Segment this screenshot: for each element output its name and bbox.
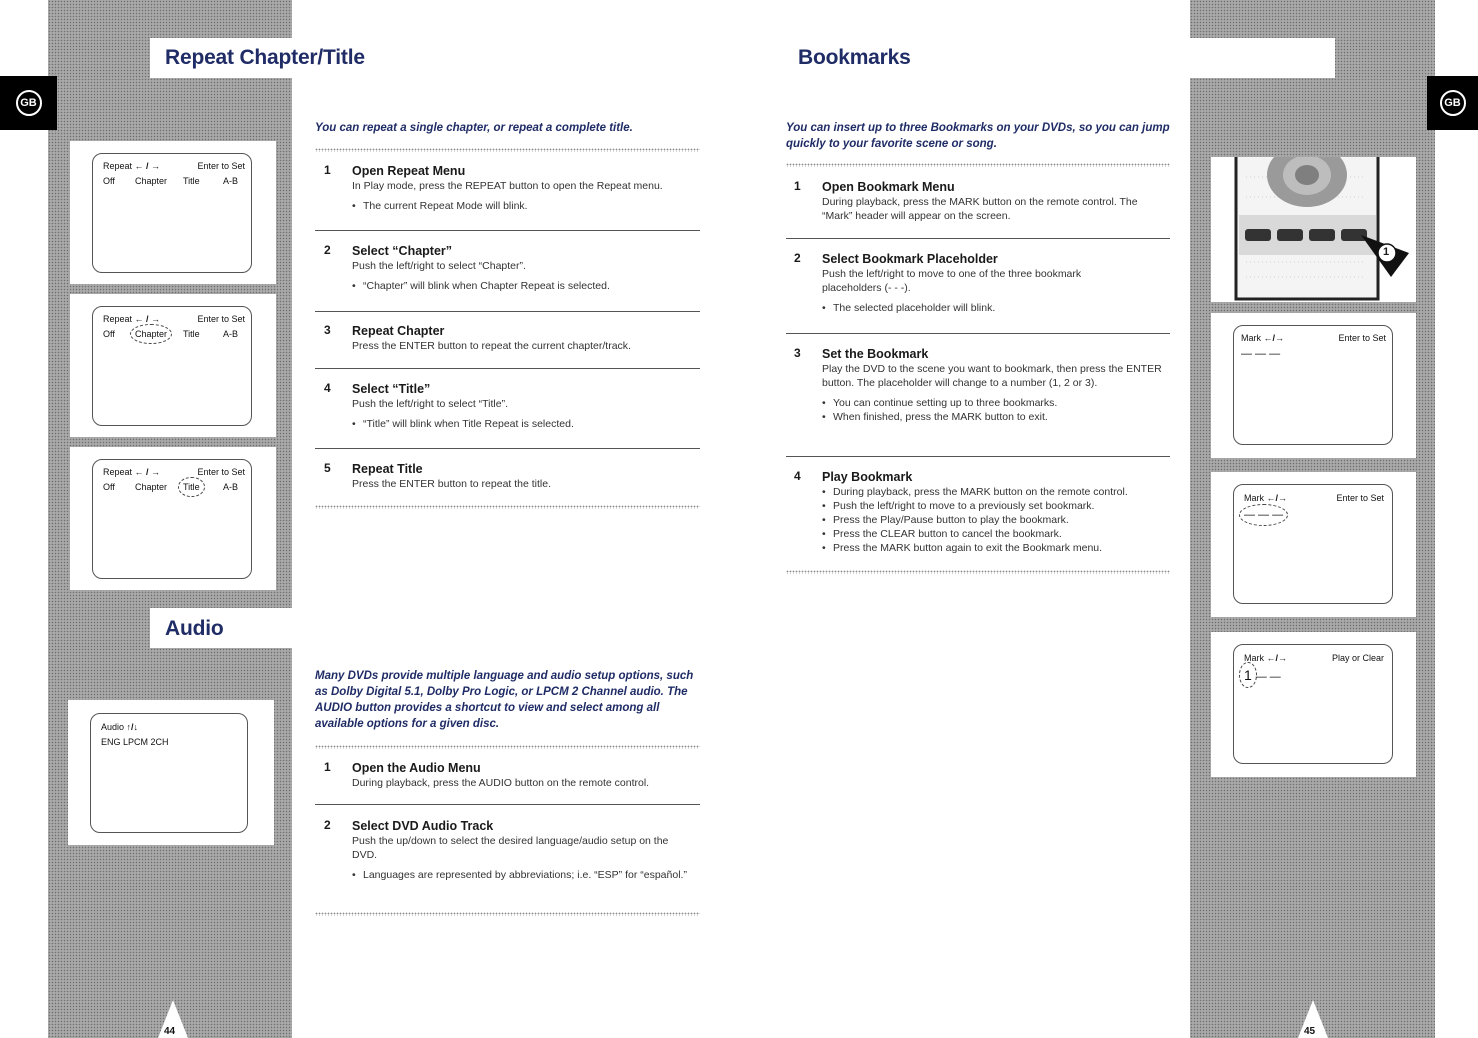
osd-option: Title: [183, 329, 200, 339]
step-repeat-3: 3 Repeat Chapter Press the ENTER button to repeat the current chapter/track.: [324, 323, 631, 352]
osd-panel-mark-3: [1211, 632, 1416, 777]
osd-option: Chapter: [135, 482, 168, 492]
osd-screen: [92, 459, 252, 579]
osd-hint: Enter to Set: [197, 161, 245, 171]
osd-option: A-B: [223, 176, 239, 186]
osd-hint: Enter to Set: [1338, 333, 1386, 343]
osd-hint: Enter to Set: [1336, 493, 1384, 503]
gb-icon: GB: [1440, 90, 1466, 116]
osd-label: Mark: [1244, 493, 1264, 503]
osd-panel-mark-1: [1211, 313, 1416, 458]
osd-hint: Play or Clear: [1331, 653, 1384, 663]
intro-audio: Many DVDs provide multiple language and audio setup options, such as Dolby Digital 5.1, Dolby Pro Logic, or LPCM 2 Channel audio. The AUDIO button provides a shortcut to view and select among all available options for a given disc.: [315, 670, 694, 730]
section-title-audio: Audio: [165, 617, 224, 640]
osd-screen: [92, 306, 252, 426]
osd-hint: Enter to Set: [197, 467, 245, 477]
step-audio-1: 1 Open the Audio Menu During playback, press the AUDIO button on the remote control.: [324, 760, 650, 789]
divider: [786, 333, 1170, 334]
page-title-repeat: Repeat Chapter/Title: [165, 46, 365, 69]
gb-icon: GB: [16, 90, 42, 116]
divider: [315, 311, 700, 312]
bookmark-placeholders: — — —: [1241, 348, 1281, 360]
page-number-left: 44: [164, 1026, 176, 1037]
divider: [315, 804, 700, 805]
dotted-rule: [315, 745, 700, 749]
osd-panel-mark-2: [1211, 472, 1416, 617]
osd-hint: Enter to Set: [197, 314, 245, 324]
dotted-rule: [315, 505, 700, 509]
osd-option: Off: [103, 176, 115, 186]
osd-screen: [1233, 484, 1393, 604]
step-bookmark-3: 3 Set the Bookmark Play the DVD to the scene you want to bookmark, then press the ENTER button. The placeholder will change to a number (1, 2 or 3). • You can continue setting up to three bookmarks. • When finished, press the MARK button to exit.: [822, 346, 1162, 424]
osd-screen: [1233, 644, 1393, 764]
osd-option-blinking: Title: [183, 482, 200, 492]
osd-option: Title: [183, 176, 200, 186]
step-bookmark-2: 2 Select Bookmark Placeholder Push the left/right to move to one of the three bookmark placeholders (- - -). • The selected placeholder will blink.: [822, 251, 1132, 315]
osd-screen: [90, 713, 248, 833]
divider: [315, 448, 700, 449]
callout-number: 1: [1383, 246, 1390, 258]
remote-control-icon: [1211, 157, 1416, 302]
bookmark-placeholders-blinking: — — —: [1244, 509, 1284, 521]
arrows-left-right-icon: ←/→: [1263, 333, 1285, 343]
osd-option: Off: [103, 329, 115, 339]
step-bookmark-1: 1 Open Bookmark Menu During playback, press the MARK button on the remote control. The “Mark” header will appear on the screen.: [794, 179, 1138, 222]
language-badge-left: [0, 76, 57, 130]
step-repeat-4: 4 Select “Title” Push the left/right to select “Title”. • “Title” will blink when Title Repeat is selected.: [352, 381, 702, 431]
osd-screen: [1233, 325, 1393, 445]
step-repeat-2: 2 Select “Chapter” Push the left/right to select “Chapter”. • “Chapter” will blink when Chapter Repeat is selected.: [352, 243, 702, 293]
osd-option-blinking: Chapter: [135, 329, 168, 339]
divider: [786, 238, 1170, 239]
osd-option: Off: [103, 482, 115, 492]
step-audio-2: 2 Select DVD Audio Track Push the up/down to select the desired language/audio setup on the DVD. • Languages are represented by abbreviations; i.e. “ESP” for “español.”: [352, 818, 692, 882]
intro-repeat: You can repeat a single chapter, or repeat a complete title.: [315, 122, 633, 134]
bookmark-placeholders: — —: [1255, 671, 1281, 683]
remote-illustration-panel: [1211, 157, 1416, 302]
osd-panel-repeat-2: [70, 294, 276, 437]
step-repeat-1: 1 Open Repeat Menu In Play mode, press the REPEAT button to open the Repeat menu. • The current Repeat Mode will blink.: [352, 163, 702, 213]
dotted-rule: [786, 163, 1170, 167]
arrows-left-right-icon: ← / →: [134, 314, 161, 324]
step-repeat-5: 5 Repeat Title Press the ENTER button to repeat the title.: [324, 461, 552, 490]
dotted-rule: [786, 570, 1170, 574]
dotted-rule: [315, 148, 700, 152]
osd-screen: [92, 153, 252, 273]
intro-bookmarks: You can insert up to three Bookmarks on your DVDs, so you can jump quickly to your favorite scene or song.: [786, 122, 1170, 150]
divider: [315, 230, 700, 231]
osd-option: A-B: [223, 482, 239, 492]
divider: [315, 368, 700, 369]
dotted-rule: [315, 912, 700, 916]
arrows-left-right-icon: ← / →: [134, 467, 161, 477]
osd-option: Chapter: [135, 176, 168, 186]
osd-panel-audio: [68, 700, 274, 845]
arrows-left-right-icon: ←/→: [1266, 653, 1288, 663]
arrows-left-right-icon: ← / →: [134, 161, 161, 171]
osd-value: ENG LPCM 2CH: [101, 737, 169, 747]
osd-label: Repeat: [103, 467, 133, 477]
osd-label: Mark: [1241, 333, 1261, 343]
arrows-left-right-icon: ←/→: [1266, 493, 1288, 503]
osd-panel-repeat-3: [70, 447, 276, 590]
arrows-up-down-icon: ↑/↓: [126, 722, 139, 732]
osd-label: Repeat: [103, 161, 133, 171]
bookmark-number-blinking: 1: [1244, 667, 1252, 683]
osd-label: Repeat: [103, 314, 133, 324]
title-bar-bookmarks: [1190, 38, 1335, 78]
osd-label: Audio: [101, 722, 125, 732]
divider: [786, 456, 1170, 457]
osd-option: A-B: [223, 329, 239, 339]
language-badge-right: [1427, 76, 1478, 130]
page-number-right: 45: [1304, 1026, 1316, 1037]
step-bookmark-4: 4 Play Bookmark • During playback, press the MARK button on the remote control. • Push the left/right to move to a previously set bookmark. • Press the Play/Pause button to play the bookmark. • Press the CLEAR button to cancel the bookmark. • Press the MARK button again to exit the Bookmark menu.: [822, 469, 1167, 555]
osd-panel-repeat-1: [70, 141, 276, 284]
osd-label: Mark: [1244, 653, 1264, 663]
page-title-bookmarks: Bookmarks: [798, 46, 911, 69]
